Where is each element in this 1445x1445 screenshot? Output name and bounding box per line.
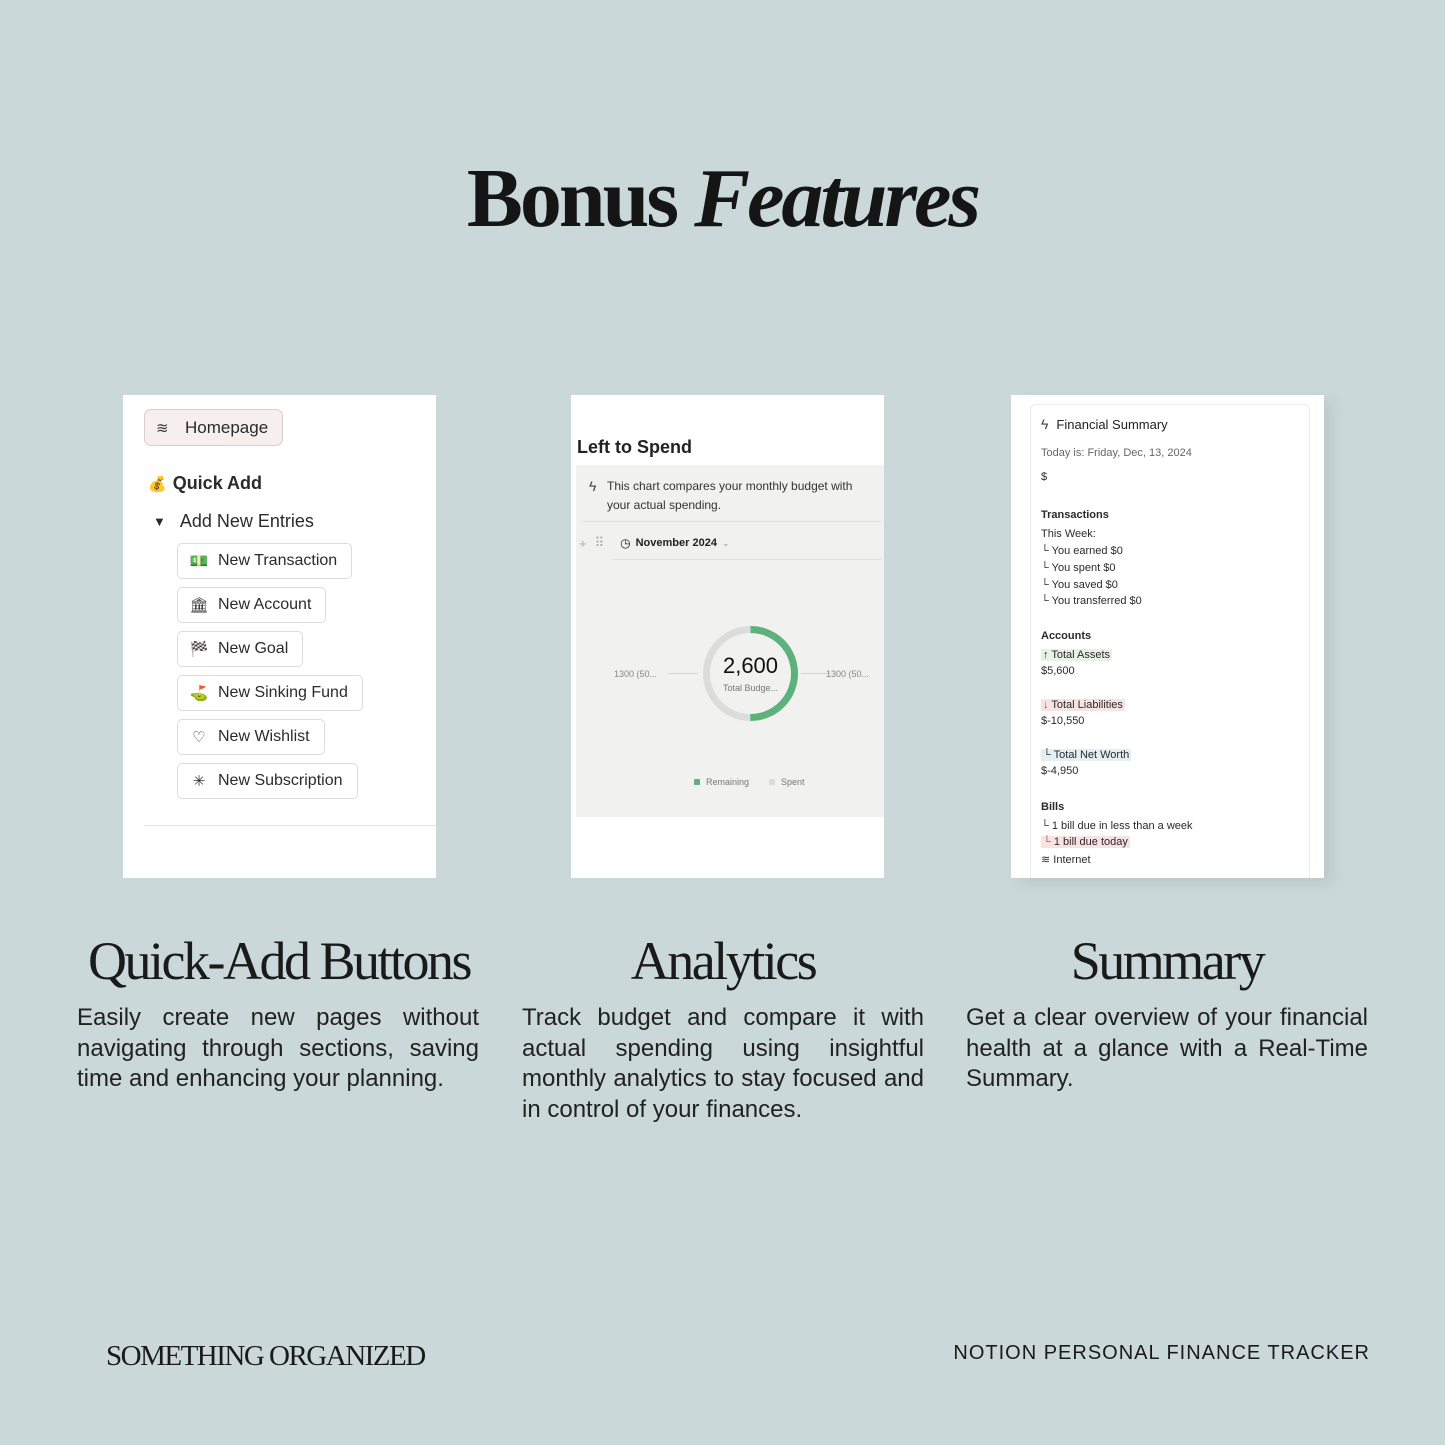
branch-icon: └ [1041,579,1052,591]
month-filter[interactable] [579,535,729,551]
add-new-entries-label: Add New Entries [179,511,314,531]
money-bag-icon: 💰 [148,475,167,493]
branch-icon: └ [1041,820,1052,832]
this-week-label: This Week: [1041,528,1096,540]
chart-panel [576,465,884,817]
new-wishlist-button[interactable] [177,719,325,755]
divider [144,825,436,826]
bolt-icon: ϟ [589,478,597,494]
branch-icon: └ [1043,836,1054,848]
button-label: New Goal [218,640,289,657]
sparkle-click-icon: ✳ [192,773,206,790]
legend-spent [769,777,805,787]
total-liabilities-label [1041,699,1125,711]
new-account-button[interactable] [177,587,326,623]
financial-summary-title [1041,416,1168,432]
brand-name: SOMETHING ORGANIZED [106,1340,425,1372]
legend-label: Remaining [706,777,750,787]
bill-today-label [1041,836,1130,848]
total-liabilities-row [1041,699,1125,711]
button-label: New Sinking Fund [218,684,348,701]
divider [612,559,882,560]
right-slice-label: 1300 (50... [826,669,870,679]
feature-title-analytics: Analytics [630,931,816,991]
product-name: NOTION PERSONAL FINANCE TRACKER [953,1342,1370,1364]
total-assets-value: $5,600 [1041,665,1075,677]
spent-text: You spent $0 [1051,562,1116,574]
net-worth-row [1041,749,1131,761]
left-to-spend-title: Left to Spend [577,437,692,457]
chart-legend [694,777,825,787]
feature-desc-analytics: Track budget and compare it with actual spending using insightful monthly analytics to stay focused and in control of your finances. [522,1004,924,1123]
bill-today-text: 1 bill due today [1053,836,1128,848]
leader-line [668,673,698,674]
month-label: November 2024 [635,537,717,549]
bank-icon: 🏛 [189,597,209,614]
total-assets-row [1041,649,1112,661]
feature-title-summary: Summary [1070,931,1264,991]
branch-icon: └ [1041,562,1052,574]
bolt-icon: ϟ [1041,416,1049,432]
wifi-icon: ≋ [1041,854,1054,866]
branch-icon: └ [1041,545,1052,557]
button-label: New Subscription [218,772,343,789]
transferred-text: You transferred $0 [1051,595,1142,607]
quick-add-heading [148,473,262,494]
new-subscription-button[interactable] [177,763,358,799]
title-regular: Bonus [466,152,677,245]
summary-title-text: Financial Summary [1056,416,1168,432]
legend-swatch [694,779,700,785]
checkered-flag-icon: 🏁 [189,641,209,658]
net-worth-label [1041,749,1131,761]
chevron-down-icon: ⌄ [721,537,730,548]
feature-desc-summary: Get a clear overview of your financial health at a glance with a Real-Time Summary. [966,1004,1368,1092]
analytics-screenshot [571,395,884,878]
button-label: New Wishlist [218,728,310,745]
accounts-heading: Accounts [1041,630,1092,642]
clock-icon: ◷ [620,536,631,550]
golf-flag-icon: ⛳ [189,685,209,702]
bill-item-row[interactable] [1041,853,1091,866]
button-label: New Transaction [218,552,338,569]
page-title [0,150,1445,247]
feature-title-quick-add: Quick-Add Buttons [88,931,470,991]
saved-row [1041,579,1118,591]
saved-text: You saved $0 [1051,579,1118,591]
button-label: New Account [218,596,312,613]
spent-row [1041,562,1115,574]
add-new-entries-toggle[interactable] [153,511,314,532]
transactions-heading: Transactions [1041,509,1109,521]
total-liabilities-text: Total Liabilities [1051,699,1123,711]
today-date: Today is: Friday, Dec, 13, 2024 [1041,447,1192,459]
total-assets-label [1041,649,1112,661]
net-worth-value: $-4,950 [1041,765,1079,777]
arrow-up-icon: ↑ [1043,649,1052,661]
total-liabilities-value: $-10,550 [1041,715,1085,727]
bill-item-text: Internet [1053,854,1091,866]
triangle-down-icon: ▼ [153,514,166,529]
branch-icon: └ [1041,595,1052,607]
divider [581,521,881,522]
new-sinking-fund-button[interactable] [177,675,363,711]
summary-screenshot [1011,395,1324,878]
quick-add-screenshot [123,395,436,878]
callout-text: This chart compares your monthly budget with your actual spending. [606,479,853,512]
feature-desc-quick-add: Easily create new pages without navigating through sections, saving time and enhancing your planning. [77,1004,479,1092]
title-italic: Features [694,152,979,245]
plus-icon[interactable]: + [579,535,587,551]
waves-icon: ≋ [156,419,169,437]
donut-total-label: Total Budge... [722,683,779,693]
quick-add-label: Quick Add [172,473,263,493]
currency-symbol: $ [1041,471,1048,483]
branch-icon: └ [1043,749,1054,761]
left-slice-label: 1300 (50... [614,669,658,679]
homepage-button[interactable] [144,409,283,446]
bill-week-text: 1 bill due in less than a week [1051,820,1193,832]
earned-row [1041,545,1123,557]
net-worth-text: Total Net Worth [1053,749,1130,761]
homepage-label: Homepage [185,417,269,437]
bill-week-row [1041,820,1193,832]
legend-label: Spent [781,777,805,787]
callout [589,477,879,515]
bills-heading: Bills [1041,801,1065,813]
legend-remaining [694,777,749,787]
drag-handle-icon[interactable]: ⠿ [594,535,605,550]
transferred-row [1041,595,1142,607]
new-goal-button[interactable] [177,631,303,667]
legend-swatch [769,779,775,785]
cash-icon: 💵 [189,553,209,570]
heart-icon: ♡ [192,729,206,746]
total-assets-text: Total Assets [1051,649,1111,661]
donut-total-value: 2,600 [722,653,779,678]
earned-text: You earned $0 [1051,545,1123,557]
bill-today-row [1041,836,1130,848]
new-transaction-button[interactable] [177,543,352,579]
arrow-down-icon: ↓ [1043,699,1052,711]
